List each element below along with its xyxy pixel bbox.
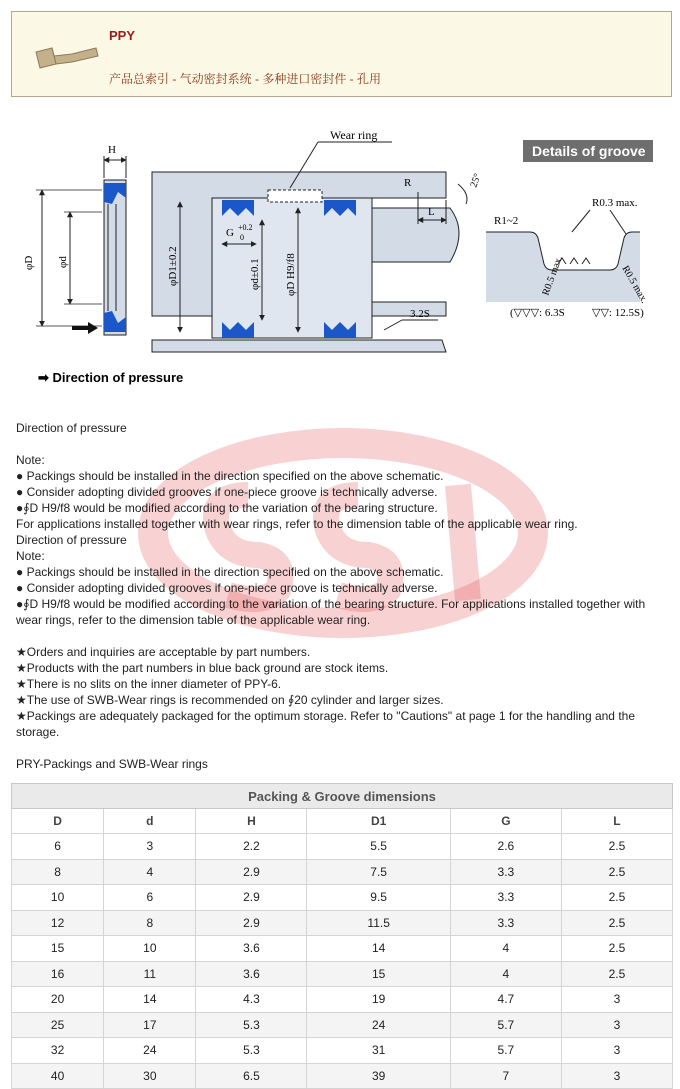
table-cell: 10: [12, 885, 104, 911]
table-caption: Packing & Groove dimensions: [12, 784, 673, 809]
table-cell: 8: [104, 910, 196, 936]
table-cell: 3.3: [450, 885, 561, 911]
groove-r05-left: R0.5 max.: [540, 254, 565, 298]
dim-g-tol-bottom: 0: [240, 233, 244, 242]
table-cell: 3.3: [450, 910, 561, 936]
direction-heading: Direction of pressure: [16, 421, 127, 435]
page-title: PPY: [109, 28, 136, 43]
table-cell: 31: [307, 1038, 451, 1064]
table-cell: 15: [307, 961, 451, 987]
dim-phi-d-outer: φD: [23, 255, 35, 270]
table-row: [12, 1063, 673, 1089]
wear-ring-label: Wear ring: [330, 128, 378, 142]
note-heading: Note:: [16, 453, 45, 467]
table-cell: 12: [12, 910, 104, 936]
table-row: [12, 834, 673, 860]
table-row: [12, 910, 673, 936]
pressure-arrow-icon: [72, 322, 98, 334]
table-row: [12, 885, 673, 911]
table-cell: 39: [307, 1063, 451, 1089]
table-cell: 2.5: [561, 936, 672, 962]
table-cell: 32: [12, 1038, 104, 1064]
table-cell: 2.9: [196, 859, 307, 885]
table-cell: 25: [12, 1012, 104, 1038]
table-cell: 8: [12, 859, 104, 885]
table-cell: 19: [307, 987, 451, 1013]
groove-r03-label: R0.3 max.: [592, 197, 638, 209]
dim-angle: 25°: [468, 172, 484, 190]
table-cell: 2.5: [561, 834, 672, 860]
dim-h: H: [108, 144, 116, 156]
table-cell: 6.5: [196, 1063, 307, 1089]
note-item: ● Packings should be installed in the direction specified on the above schematic.: [16, 565, 444, 579]
table-cell: 6: [104, 885, 196, 911]
table-cell: 4: [104, 859, 196, 885]
section-heading: PRY-Packings and SWB-Wear rings: [16, 757, 208, 771]
table-cell: 3: [104, 834, 196, 860]
table-cell: 11: [104, 961, 196, 987]
table-cell: 7.5: [307, 859, 451, 885]
note-item: For applications installed together with wear rings, refer to the dimension table of the applicable wear ring.: [16, 517, 578, 531]
star-item: ★Packings are adequately packaged for the optimum storage. Refer to "Cautions" at page 1 for the handling and the storage.: [16, 709, 635, 739]
table-cell: 3: [561, 987, 672, 1013]
groove-r1-label: R1~2: [494, 215, 519, 227]
table-cell: 3.3: [450, 859, 561, 885]
dim-l: L: [428, 206, 435, 218]
direction-heading: Direction of pressure: [16, 533, 127, 547]
surface-finish-label: 3.2S: [410, 308, 430, 320]
table-cell: 5.7: [450, 1038, 561, 1064]
table-cell: 30: [104, 1063, 196, 1089]
dim-d1: φD1±0.2: [167, 246, 179, 286]
seal-side-view: [23, 144, 126, 335]
table-cell: 4: [450, 936, 561, 962]
table-row: [12, 1038, 673, 1064]
header-panel: [11, 11, 672, 97]
table-cell: 3.6: [196, 961, 307, 987]
table-cell: 3: [561, 1012, 672, 1038]
table-cell: 5.3: [196, 1012, 307, 1038]
note-heading: Note:: [16, 549, 45, 563]
table-cell: 10: [104, 936, 196, 962]
note-item: ●∮D H9/f8 would be modified according to the variation of the bearing structure. For applications installed together with wear rings, refer to the dimension table of the applicable wear ring.: [16, 597, 646, 627]
table-cell: 40: [12, 1063, 104, 1089]
table-cell: 7: [450, 1063, 561, 1089]
table-row: [12, 859, 673, 885]
table-body: [12, 834, 673, 1089]
table-cell: 2.9: [196, 910, 307, 936]
table-row: [12, 987, 673, 1013]
direction-of-pressure-label: ➡ Direction of pressure: [38, 370, 184, 385]
table-cell: 5.5: [307, 834, 451, 860]
table-cell: 4.7: [450, 987, 561, 1013]
notes-section: [16, 420, 666, 772]
table-cell: 2.2: [196, 834, 307, 860]
table-row: [12, 1012, 673, 1038]
dim-phi-d-inner: φd: [57, 256, 69, 268]
table-cell: 15: [12, 936, 104, 962]
table-cell: 5.7: [450, 1012, 561, 1038]
table-cell: 2.5: [561, 961, 672, 987]
table-cell: 24: [307, 1012, 451, 1038]
product-thumbnail-icon: [32, 38, 104, 78]
table-cell: 20: [12, 987, 104, 1013]
dimension-table: [11, 783, 673, 1089]
finish-a-label: (▽▽▽: 6.3S: [510, 307, 565, 319]
note-item: ● Packings should be installed in the direction specified on the above schematic.: [16, 469, 444, 483]
table-cell: 2.5: [561, 859, 672, 885]
table-cell: 2.6: [450, 834, 561, 860]
table-cell: 4: [450, 961, 561, 987]
dim-r: R: [404, 177, 412, 189]
column-header: L: [561, 809, 672, 834]
star-item: ★There is no slits on the inner diameter of PPY-6.: [16, 677, 282, 691]
groove-details-title: Details of groove: [532, 143, 646, 159]
note-item: ●∮D H9/f8 would be modified according to the variation of the bearing structure.: [16, 501, 438, 515]
dimension-table-container: [11, 783, 673, 1089]
table-cell: 3: [561, 1038, 672, 1064]
star-item: ★The use of SWB-Wear rings is recommended on ∮20 cylinder and larger sizes.: [16, 693, 444, 707]
table-cell: 9.5: [307, 885, 451, 911]
dim-d-fit: φD H9/f8: [285, 253, 297, 296]
column-header: G: [450, 809, 561, 834]
table-cell: 3: [561, 1063, 672, 1089]
table-cell: 14: [104, 987, 196, 1013]
table-cell: 24: [104, 1038, 196, 1064]
star-item: ★Products with the part numbers in blue back ground are stock items.: [16, 661, 389, 675]
table-cell: 11.5: [307, 910, 451, 936]
table-cell: 2.5: [561, 910, 672, 936]
note-item: ● Consider adopting divided grooves if one-piece groove is technically adverse.: [16, 485, 438, 499]
table-cell: 14: [307, 936, 451, 962]
housing-section: [152, 128, 484, 352]
table-cell: 6: [12, 834, 104, 860]
star-item: ★Orders and inquiries are acceptable by part numbers.: [16, 645, 311, 659]
table-cell: 2.9: [196, 885, 307, 911]
table-cell: 5.3: [196, 1038, 307, 1064]
table-cell: 4.3: [196, 987, 307, 1013]
dim-d-tol: φd±0.1: [249, 258, 261, 290]
breadcrumb: 产品总索引 - 气动密封系统 - 多种进口密封件 - 孔用: [109, 72, 381, 86]
dim-g-tol-top: +0.2: [238, 223, 253, 232]
table-cell: 3.6: [196, 936, 307, 962]
note-item: ● Consider adopting divided grooves if one-piece groove is technically adverse.: [16, 581, 438, 595]
table-cell: 17: [104, 1012, 196, 1038]
column-header: d: [104, 809, 196, 834]
column-header: D1: [307, 809, 451, 834]
table-header-row: [12, 809, 673, 834]
table-row: [12, 936, 673, 962]
finish-b-label: ▽▽: 12.5S): [592, 307, 644, 319]
seal-groove-drawing: [0, 120, 680, 400]
dim-g: G: [226, 227, 234, 239]
table-cell: 2.5: [561, 885, 672, 911]
column-header: H: [196, 809, 307, 834]
groove-r05-right: R0.5 max.: [619, 264, 650, 306]
groove-details: [486, 140, 653, 319]
table-cell: 16: [12, 961, 104, 987]
column-header: D: [12, 809, 104, 834]
table-row: [12, 961, 673, 987]
